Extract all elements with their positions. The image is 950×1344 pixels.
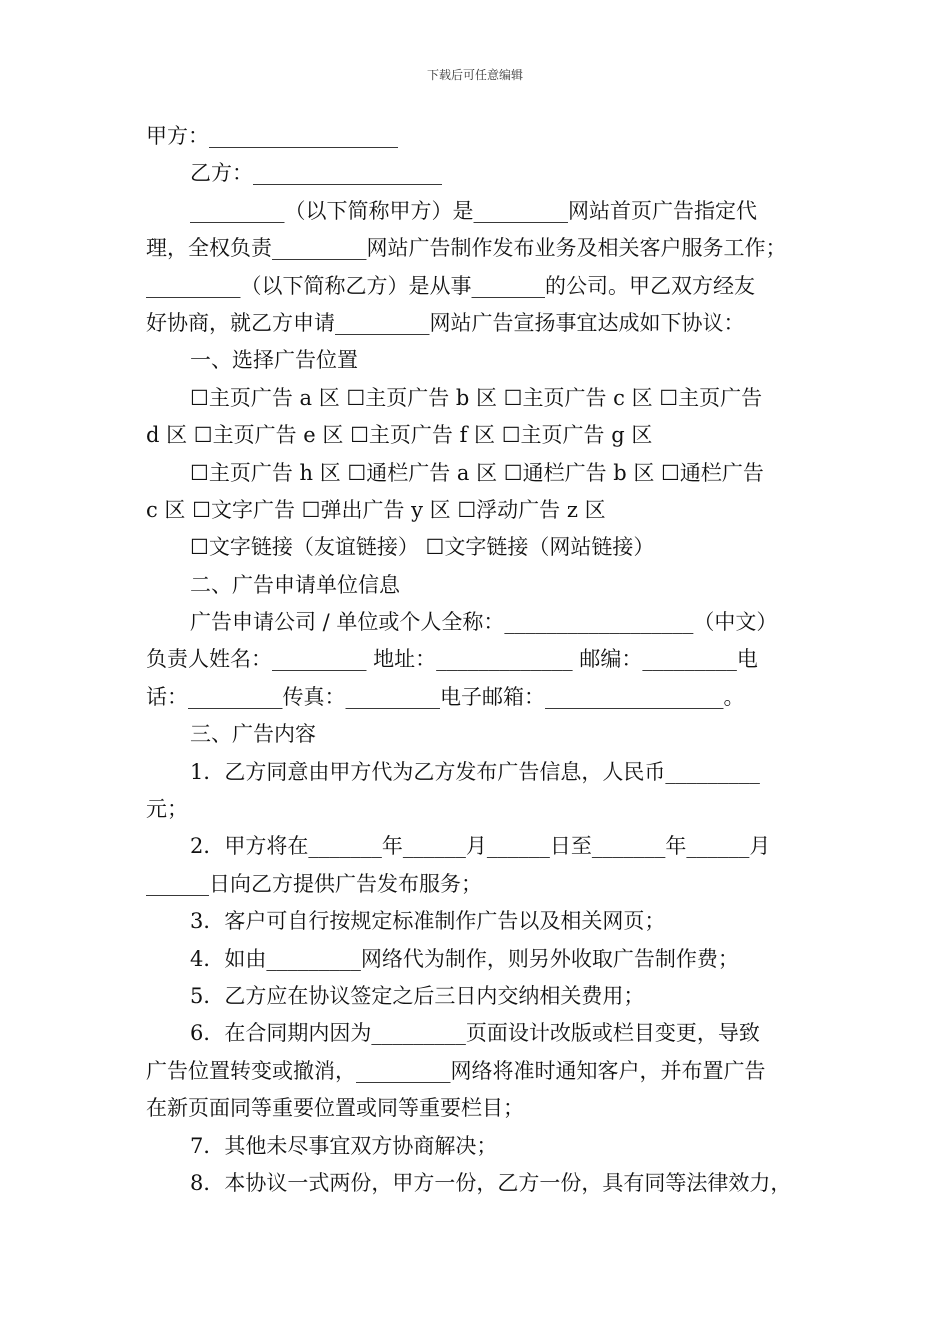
text-line: 三、广告内容 [190, 722, 316, 747]
text-line: 好协商，就乙方申请_________网站广告宣扬事宜达成如下协议： [146, 310, 745, 335]
text-line: 在新页面同等重要位置或同等重要栏目； [146, 1096, 524, 1121]
text-line: 二、广告申请单位信息 [190, 572, 400, 597]
text-line: 一、选择广告位置 [190, 348, 358, 373]
text-line: 6．在合同期内因为_________页面设计改版或栏目变更，导致 [190, 1021, 760, 1046]
text-line: 元； [146, 797, 188, 822]
text-line: 理，全权负责_________网站广告制作发布业务及相关客户服务工作； [146, 236, 787, 261]
text-line: 甲方：__________________ [146, 124, 398, 148]
text-line: 乙方：__________________ [190, 161, 442, 186]
text-line: 1．乙方同意由甲方代为乙方发布广告信息，人民币_________ [190, 759, 760, 784]
text-line: 话：_________传真：_________电子邮箱：_________________。 [146, 684, 745, 709]
text-line: 2．甲方将在_______年______月______日至_______年______月 [190, 834, 771, 859]
text-line: ☐主页广告 a 区 ☐主页广告 b 区 ☐主页广告 c 区 ☐主页广告 [190, 385, 763, 410]
text-line: 广告位置转变或撤消，_________网络将准时通知客户，并布置广告 [146, 1058, 766, 1083]
text-line: 广告申请公司 / 单位或个人全称：__________________（中文） [190, 610, 778, 635]
text-line: 4．如由_________网络代为制作，则另外收取广告制作费； [190, 946, 739, 971]
text-line: 3．客户可自行按规定标准制作广告以及相关网页； [190, 909, 666, 934]
text-line: 负责人姓名：_________ 地址：_____________ 邮编：_________电 [146, 647, 758, 672]
contract-body [146, 118, 810, 1202]
text-line: _________（以下简称甲方）是_________网站首页广告指定代 [190, 198, 757, 223]
page-header-note: 下载后可任意编辑 [426, 68, 523, 82]
text-line: c 区 ☐文字广告 ☐弹出广告 y 区 ☐浮动广告 z 区 [146, 497, 606, 522]
text-line: 7．其他未尽事宜双方协商解决； [190, 1133, 498, 1158]
text-line: d 区 ☐主页广告 e 区 ☐主页广告 f 区 ☐主页广告 g 区 [146, 423, 653, 448]
text-line: ☐主页广告 h 区 ☐通栏广告 a 区 ☐通栏广告 b 区 ☐通栏广告 [190, 460, 764, 485]
text-line: 8．本协议一式两份，甲方一份，乙方一份，具有同等法律效力， [190, 1170, 792, 1195]
text-line: ______日向乙方提供广告发布服务； [146, 871, 482, 896]
text-line: _________（以下简称乙方）是从事_______的公司。甲乙双方经友 [146, 273, 755, 298]
text-line: ☐文字链接（友谊链接） ☐文字链接（网站链接） [190, 535, 655, 560]
text-line: 5．乙方应在协议签定之后三日内交纳相关费用； [190, 983, 645, 1008]
